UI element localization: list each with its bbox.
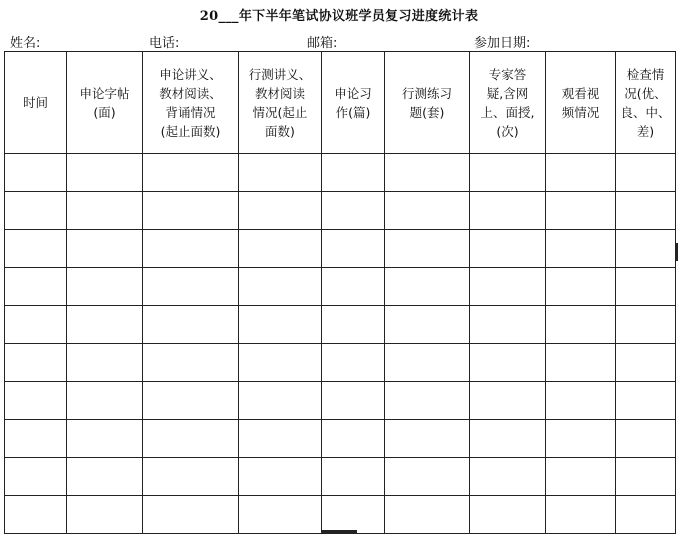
- page-bottom-marker: [321, 530, 357, 533]
- table-cell[interactable]: [385, 344, 470, 382]
- table-cell[interactable]: [546, 496, 616, 534]
- table-cell[interactable]: [470, 382, 546, 420]
- table-cell[interactable]: [616, 268, 676, 306]
- column-header-line: 行测练习: [401, 85, 452, 101]
- column-header-line: 教材阅读、: [159, 85, 222, 101]
- table-cell[interactable]: [322, 192, 385, 230]
- table-cell[interactable]: [322, 458, 385, 496]
- table-cell[interactable]: [5, 230, 67, 268]
- table-row: [5, 382, 676, 420]
- table-cell[interactable]: [385, 458, 470, 496]
- column-header: [470, 52, 546, 154]
- table-cell[interactable]: [385, 192, 470, 230]
- table-cell[interactable]: [143, 268, 239, 306]
- table-cell[interactable]: [5, 344, 67, 382]
- table-cell[interactable]: [470, 230, 546, 268]
- name-label: 姓名:: [10, 36, 41, 51]
- phone-label: 电话:: [149, 36, 180, 51]
- table-cell[interactable]: [616, 192, 676, 230]
- table-cell[interactable]: [546, 458, 616, 496]
- column-header-line: 良、中、: [620, 104, 671, 120]
- table-cell[interactable]: [322, 268, 385, 306]
- table-cell[interactable]: [67, 420, 143, 458]
- table-cell[interactable]: [67, 192, 143, 230]
- table-row: [5, 458, 676, 496]
- table-cell[interactable]: [5, 268, 67, 306]
- table-cell[interactable]: [67, 306, 143, 344]
- column-header: [322, 52, 385, 154]
- table-cell[interactable]: [322, 230, 385, 268]
- column-header-line: 检查情: [626, 66, 665, 82]
- table-cell[interactable]: [239, 496, 322, 534]
- table-cell[interactable]: [470, 154, 546, 192]
- column-header-line: 申论字帖: [79, 85, 130, 101]
- table-cell[interactable]: [470, 192, 546, 230]
- column-header-line: 观看视: [561, 85, 600, 101]
- table-cell[interactable]: [143, 420, 239, 458]
- table-row: [5, 496, 676, 534]
- column-header-line: 背诵情况: [165, 104, 216, 120]
- table-cell[interactable]: [546, 268, 616, 306]
- table-cell[interactable]: [239, 154, 322, 192]
- column-header: [239, 52, 322, 154]
- table-row: [5, 420, 676, 458]
- table-cell[interactable]: [385, 306, 470, 344]
- column-header: [616, 52, 676, 154]
- table-cell[interactable]: [470, 458, 546, 496]
- table-title: 20___年下半年笔试协议班学员复习进度统计表: [199, 9, 479, 24]
- table-cell[interactable]: [143, 344, 239, 382]
- table-cell[interactable]: [385, 154, 470, 192]
- column-header-line: 教材阅读: [254, 85, 305, 101]
- column-header-line: 频情况: [561, 104, 600, 120]
- column-header-line: 作(篇): [335, 104, 371, 120]
- table-cell[interactable]: [470, 420, 546, 458]
- table-cell[interactable]: [322, 306, 385, 344]
- column-header: [385, 52, 470, 154]
- column-header: [67, 52, 143, 154]
- table-cell[interactable]: [616, 458, 676, 496]
- column-header-line: (面): [93, 104, 116, 120]
- column-header-line: 疑,含网: [486, 85, 529, 101]
- table-cell[interactable]: [5, 306, 67, 344]
- progress-table: [4, 51, 676, 534]
- table-cell[interactable]: [239, 458, 322, 496]
- table-body: [5, 154, 676, 534]
- column-header-line: 面数): [265, 123, 295, 139]
- column-header-line: 申论讲义、: [159, 66, 222, 82]
- table-cell[interactable]: [470, 268, 546, 306]
- table-cell[interactable]: [239, 230, 322, 268]
- column-header-line: 申论习: [334, 85, 372, 101]
- table-cell[interactable]: [616, 230, 676, 268]
- table-cell[interactable]: [546, 230, 616, 268]
- column-header-line: 上、面授,: [480, 104, 535, 120]
- table-cell[interactable]: [239, 192, 322, 230]
- column-header-line: 行测讲义、: [248, 66, 312, 82]
- table-cell[interactable]: [239, 382, 322, 420]
- table-row: [5, 344, 676, 382]
- column-header-line: 时间: [22, 95, 48, 110]
- table-cell[interactable]: [616, 496, 676, 534]
- table-row: [5, 192, 676, 230]
- table-cell[interactable]: [385, 496, 470, 534]
- table-cell[interactable]: [143, 230, 239, 268]
- table-cell[interactable]: [143, 458, 239, 496]
- table-cell[interactable]: [143, 382, 239, 420]
- table-row: [5, 306, 676, 344]
- table-cell[interactable]: [67, 154, 143, 192]
- column-header: [5, 52, 67, 154]
- table-cell[interactable]: [322, 420, 385, 458]
- table-cell[interactable]: [67, 458, 143, 496]
- table-cell[interactable]: [546, 344, 616, 382]
- column-header-line: 情况(起止: [252, 104, 308, 120]
- column-header: [546, 52, 616, 154]
- table-cell[interactable]: [385, 420, 470, 458]
- table-cell[interactable]: [143, 154, 239, 192]
- table-cell[interactable]: [239, 268, 322, 306]
- table-cell[interactable]: [239, 344, 322, 382]
- table-cell[interactable]: [322, 154, 385, 192]
- column-header-line: 况(优、: [624, 85, 667, 101]
- table-cell[interactable]: [616, 344, 676, 382]
- table-cell[interactable]: [5, 420, 67, 458]
- table-cell[interactable]: [546, 306, 616, 344]
- column-header-line: (次): [496, 123, 519, 139]
- table-cell[interactable]: [616, 154, 676, 192]
- table-cell[interactable]: [546, 154, 616, 192]
- table-cell[interactable]: [239, 306, 322, 344]
- table-row: [5, 268, 676, 306]
- table-cell[interactable]: [470, 306, 546, 344]
- table-cell[interactable]: [322, 344, 385, 382]
- table-cell[interactable]: [143, 306, 239, 344]
- table-cell[interactable]: [143, 192, 239, 230]
- table-cell[interactable]: [546, 382, 616, 420]
- table-cell[interactable]: [143, 496, 239, 534]
- column-header-line: 专家答: [488, 66, 527, 82]
- table-cell[interactable]: [616, 382, 676, 420]
- table-cell[interactable]: [385, 382, 470, 420]
- table-cell[interactable]: [67, 496, 143, 534]
- table-cell[interactable]: [67, 268, 143, 306]
- table-cell[interactable]: [5, 496, 67, 534]
- table-cell[interactable]: [67, 230, 143, 268]
- table-row: [5, 154, 676, 192]
- column-header-line: (起止面数): [160, 123, 221, 139]
- table-cell[interactable]: [385, 268, 470, 306]
- table-cell[interactable]: [322, 496, 385, 534]
- column-header-line: 差): [636, 123, 655, 139]
- table-row: [5, 230, 676, 268]
- table-cell[interactable]: [616, 420, 676, 458]
- table-cell[interactable]: [5, 192, 67, 230]
- table-cell[interactable]: [239, 420, 322, 458]
- student-info-row: [0, 32, 678, 50]
- table-cell[interactable]: [5, 458, 67, 496]
- table-cell[interactable]: [546, 420, 616, 458]
- table-cell[interactable]: [5, 154, 67, 192]
- table-cell[interactable]: [67, 344, 143, 382]
- date-label: 参加日期:: [474, 36, 531, 51]
- column-header: [143, 52, 239, 154]
- table-cell[interactable]: [616, 306, 676, 344]
- table-cell[interactable]: [322, 382, 385, 420]
- table-cell[interactable]: [546, 192, 616, 230]
- table-cell[interactable]: [5, 382, 67, 420]
- email-label: 邮箱:: [307, 36, 338, 51]
- table-cell[interactable]: [470, 496, 546, 534]
- table-cell[interactable]: [385, 230, 470, 268]
- table-cell[interactable]: [67, 382, 143, 420]
- table-cell[interactable]: [470, 344, 546, 382]
- table-header-row: [5, 52, 676, 154]
- column-header-line: 题(套): [409, 104, 445, 120]
